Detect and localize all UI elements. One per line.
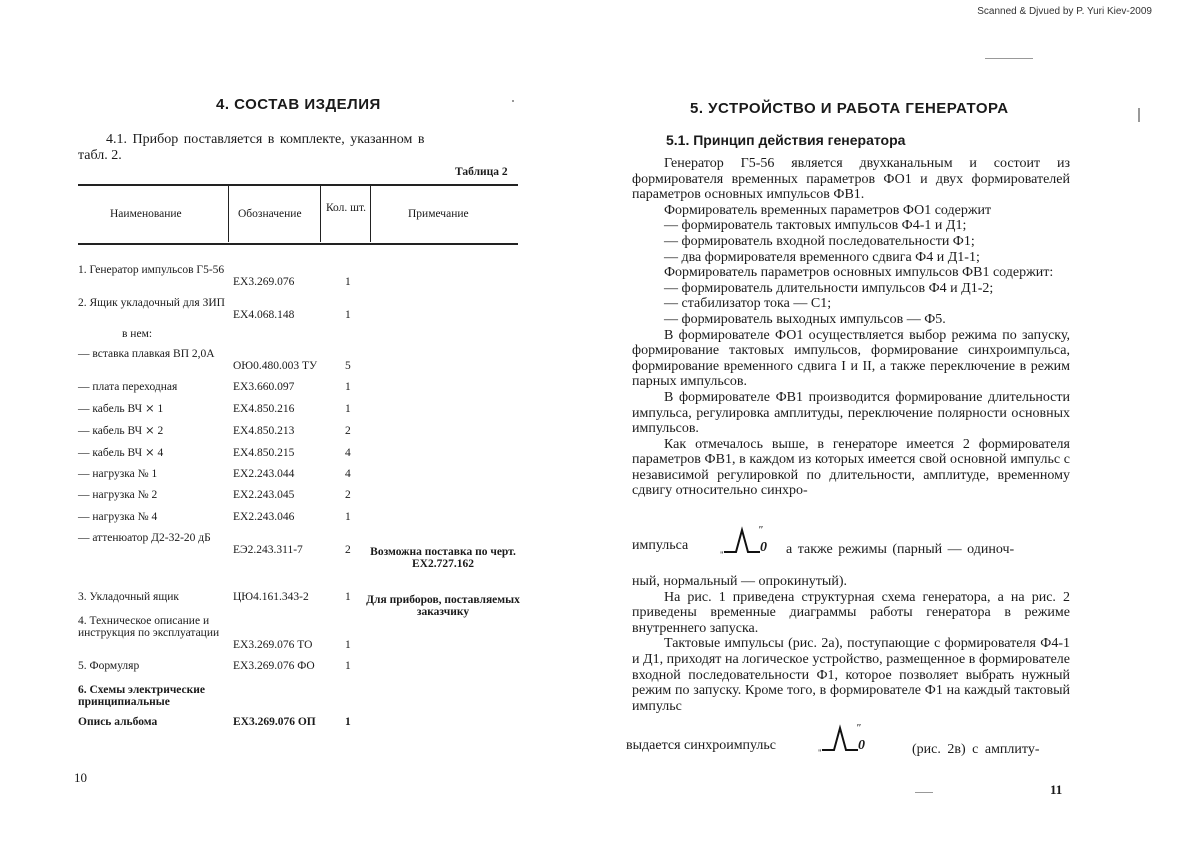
row-qty: 1 [345,381,351,393]
right-page-heading: 5. УСТРОЙСТВО И РАБОТА ГЕНЕРАТОРА [690,100,1009,117]
paragraph: В формирователе ФО1 осуществляется выбор режима по запуску, формирование тактовых импульсов, формирование синхроимпульса, формирование временного сдвига I и II, а также переключение в режим парных импульсов. [632,327,1070,390]
row-qty: 1 [345,511,351,523]
list-item: — формирователь входной последовательности Ф1; [664,233,975,249]
row-qty: 1 [345,660,351,672]
svg-text:": " [818,748,822,758]
list-item: — формирователь выходных импульсов — Ф5. [664,311,946,327]
body-text-block-1 [632,156,1070,499]
pulse-symbol-icon [720,524,780,560]
paragraph: На рис. 1 приведена структурная схема генератора, а на рис. 2 приведены временные диаграммы работы генератора в режиме внутреннего запуска. [632,589,1070,636]
row-code: ЕХ4.850.215 [233,447,295,459]
table-header-rule [78,243,518,245]
paragraph: Формирователь временных параметров ФО1 содержит [664,202,992,218]
row-code: ЕХ3.269.076 [233,276,295,288]
row-name: — аттенюатор Д2-32-20 дБ [78,532,211,544]
svg-text:": " [856,722,861,735]
row-code: ЕХ4.850.213 [233,425,295,437]
paragraph: В формирователе ФВ1 производится формирование длительности импульса, регулировка амплитуды, переключение полярности основных импульсов. [632,389,1070,437]
row-code: ЦЮ4.161.343-2 [233,591,309,603]
paragraph: Как отмечалось выше, в генераторе имеется 2 формирователя параметров ФВ1, в каждом из которых имеется свой основной импульс с независимой регулировкой по длительности, амплитуде, временному сдвигу относительно синхро- [632,436,1070,499]
scan-speck [915,792,933,793]
row-qty: 2 [345,544,351,556]
svg-text:": " [720,550,724,560]
row-name: — нагрузка № 4 [78,511,158,523]
row-qty: 1 [345,591,351,603]
row-name: 6. Схемы электрические принципиальные [78,684,206,708]
left-page-number: 10 [74,770,87,785]
intro-line-1: 4.1. Прибор поставляется в комплекте, указанном в [106,132,425,147]
row-qty: 2 [345,425,351,437]
row-name: 5. Формуляр [78,660,140,672]
paragraph: Генератор Г5-56 является двухканальным и состоит из формирователя временных параметров ФО1 и двух формирователей параметров основных импульсов ФВ1. [632,156,1070,203]
row-name: в нем: [122,328,153,340]
row-code: ЕХ2.243.044 [233,468,295,480]
row-name: Опись альбома [78,716,158,728]
row-name: — кабель ВЧ ⨯ 2 [78,425,164,437]
intro-line-2: табл. 2. [78,148,122,163]
pulse-line-b-left: выдается синхроимпульс [626,738,777,753]
pulse-line-b-right: (рис. 2в) с амплиту- [912,742,1040,757]
col-header-note: Примечание [408,208,469,220]
row-note: Возможна поставка по черт. ЕХ2.727.162 [370,546,516,570]
row-qty: 2 [345,489,351,501]
row-code: ОЮ0.480.003 ТУ [233,360,318,372]
row-code: ЕХ4.068.148 [233,309,295,321]
list-item: — формирователь длительности импульсов Ф4 и Д1-2; [664,280,994,296]
scan-credit: Scanned & Djvued by P. Yuri Kiev-2009 [977,6,1152,17]
col-header-code: Обозначение [238,208,302,220]
row-code: ЕХ2.243.045 [233,489,295,501]
right-page-number: 11 [1050,782,1063,797]
scan-speck [1138,108,1140,122]
row-qty: 1 [345,309,351,321]
row-qty: 1 [345,716,351,728]
row-code: ЕХ3.269.076 ФО [233,660,315,672]
paragraph: Тактовые импульсы (рис. 2а), поступающие с формирователя Ф4-1 и Д1, приходят на логическое устройство, размещенное в формирователе входной последовательности Ф1, которое позволяет выбрать нужный режим по запуску. Кроме того, в формирователе Ф1 на каждый тактовый импульс [632,636,1070,714]
row-qty: 4 [345,447,351,459]
row-name: — кабель ВЧ ⨯ 4 [78,447,164,459]
list-item: — стабилизатор тока — С1; [664,296,832,312]
row-qty: 1 [345,276,351,288]
pulse-line-a-right: а также режимы (парный — одиноч- [786,542,1015,557]
pulse-label-a: 0 [760,540,767,555]
paragraph: Формирователь параметров основных импульсов ФВ1 содержит: [664,265,1054,281]
row-code: ЕХ4.850.216 [233,403,295,415]
pulse-line-a-left: импульса [632,538,689,553]
col-header-name: Наименование [110,208,182,220]
row-qty: 1 [345,639,351,651]
svg-text:": " [758,524,763,537]
table-caption: Таблица 2 [455,166,508,178]
row-code: ЕХ2.243.046 [233,511,295,523]
pulse-symbol-icon [818,722,878,758]
section-subheading: 5.1. Принцип действия генератора [666,132,906,148]
col-divider-2 [320,186,321,242]
col-divider-3 [370,186,371,242]
scan-speck [985,58,1033,59]
scan-speck [512,100,514,102]
paragraph: ный, нормальный — опрокинутый). [632,574,847,589]
row-name: 3. Укладочный ящик [78,591,179,603]
row-name: 4. Техническое описание и инструкция по эксплуатации [78,615,220,639]
row-name: 1. Генератор импульсов Г5-56 [78,264,225,276]
list-item: — формирователь тактовых импульсов Ф4-1 и Д1; [664,218,967,234]
row-code: ЕЭ2.243.311-7 [233,544,303,556]
row-note: Для приборов, поставляемых заказчику [366,594,520,618]
table-top-rule [78,184,518,186]
row-name: — нагрузка № 1 [78,468,158,480]
row-name: — вставка плавкая ВП 2,0А [78,348,215,360]
row-name: 2. Ящик укладочный для ЗИП [78,297,225,309]
list-item: — два формирователя временного сдвига Ф4 и Д1-1; [664,249,980,265]
row-qty: 5 [345,360,351,372]
col-header-qty: Кол. шт. [325,202,367,214]
col-divider-1 [228,186,229,242]
row-code: ЕХ3.660.097 [233,381,295,393]
row-code: ЕХ3.269.076 ОП [233,716,316,728]
left-page-heading: 4. СОСТАВ ИЗДЕЛИЯ [216,96,381,113]
row-qty: 1 [345,403,351,415]
row-name: — плата переходная [78,381,178,393]
row-code: ЕХ3.269.076 ТО [233,639,313,651]
row-qty: 4 [345,468,351,480]
row-name: — нагрузка № 2 [78,489,158,501]
body-text-block-2 [632,574,1070,714]
row-name: — кабель ВЧ ⨯ 1 [78,403,164,415]
pulse-label-b: 0 [858,738,865,753]
